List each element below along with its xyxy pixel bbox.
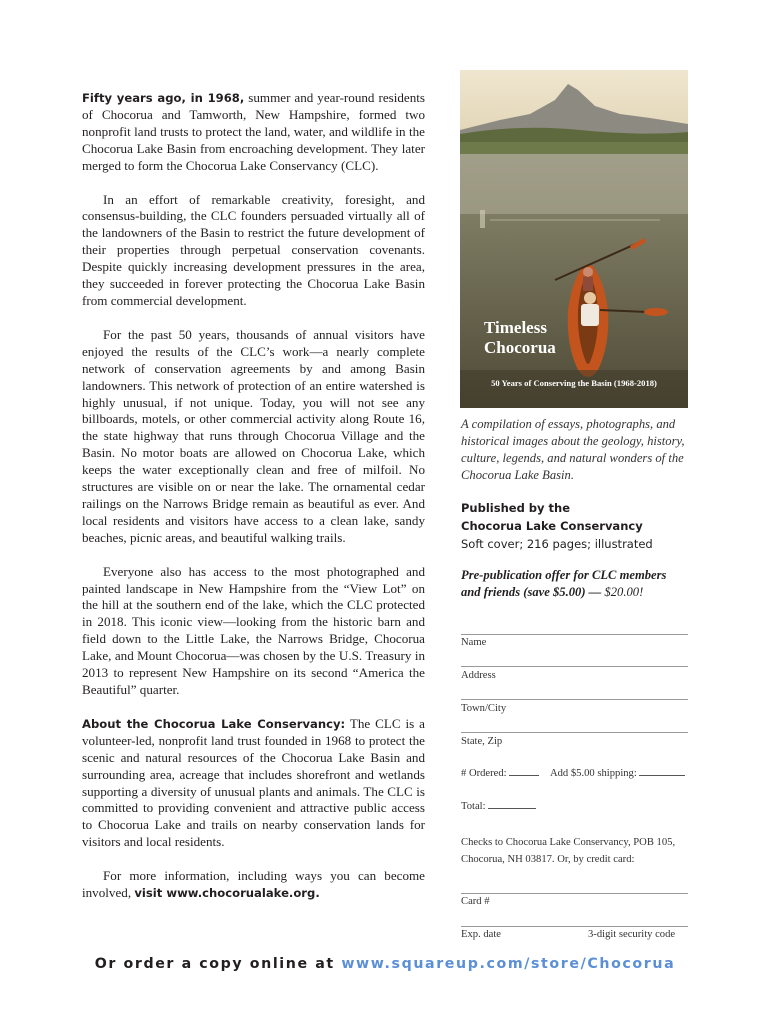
paragraph-view-lot: Everyone also has access to the most photographed and painted landscape in New Hampshire from the “View Lot” on the hill at the southern end of the lake, which the CLC protected in 2018. This iconic view—looking from the historic barn and field down to the Little Lake, the Narrows Bridge, Chocorua Lake, and Mount Chocorua—was chosen by the U.S. Treasury in 2013 to represent New Hampshire on its second “America the Beautiful” quarter. xyxy=(82,563,425,697)
state-field-line[interactable] xyxy=(461,732,688,733)
name-field-line[interactable] xyxy=(461,634,688,635)
ordered-label: # Ordered: xyxy=(461,768,507,779)
publisher-name: Chocorua Lake Conservancy xyxy=(461,519,643,533)
article-column xyxy=(82,90,425,919)
intro-lead: Fifty years ago, in 1968, xyxy=(82,91,245,105)
total-row xyxy=(461,801,688,812)
shipping-label: Add $5.00 shipping: xyxy=(549,768,637,779)
state-label: State, Zip xyxy=(461,736,503,747)
about-lead: About the Chocorua Lake Conservancy: xyxy=(82,716,346,731)
shipping-field[interactable] xyxy=(639,775,685,776)
address-field-line[interactable] xyxy=(461,666,688,667)
offer-price: $20.00! xyxy=(601,585,644,599)
publisher-info xyxy=(461,499,689,553)
prepublication-offer xyxy=(461,567,689,601)
book-cover xyxy=(460,70,688,408)
footer-prefix: Or order a copy online at xyxy=(94,956,335,972)
card-label: Card # xyxy=(461,896,490,907)
total-field[interactable] xyxy=(488,808,536,809)
book-caption: A compilation of essays, photographs, and historical images about the geology, history, culture, legends, and natural wonders of the Chocorua Lake Basin. xyxy=(461,417,685,482)
book-details: Soft cover; 216 pages; illustrated xyxy=(461,537,653,551)
checks-note: Checks to Chocorua Lake Conservancy, POB 105, Chocorua, NH 03817. Or, by credit card: xyxy=(461,837,676,865)
town-field-line[interactable] xyxy=(461,699,688,700)
about-paragraph xyxy=(82,716,425,851)
website-link[interactable]: visit www.chocorualake.org. xyxy=(134,886,320,901)
about-text: The CLC is a volunteer-led, nonprofit land trust founded in 1968 to protect the scenic and natural resources of the Chocorua Lake Basin and surrounding area, acreage that includes shorefront and wetlands supporting a diversity of unusual plants and animals. The CLC is committed to providing convenient and attractive public access to Chocorua Lake and trails on nearby conservation lands for visitors and local residents. xyxy=(82,715,425,850)
store-link[interactable]: www.squareup.com/store/Chocorua xyxy=(341,956,676,972)
cover-title: Timeless Chocorua xyxy=(484,318,556,357)
town-label: Town/City xyxy=(461,703,507,714)
exp-field-line[interactable] xyxy=(461,926,688,927)
name-label: Name xyxy=(461,637,487,648)
order-online-footer xyxy=(0,956,770,972)
more-info-paragraph xyxy=(82,868,425,902)
intro-text: summer and year-round residents of Chocorua and Tamworth, New Hampshire, formed two nonprofit land trusts to protect the land, water, and wildlife in the Chocorua Lake Basin from encroaching development. They later merged to form the Chocorua Lake Conservancy (CLC). xyxy=(82,90,425,173)
card-field-line[interactable] xyxy=(461,893,688,894)
paragraph-visitors: For the past 50 years, thousands of annual visitors have enjoyed the results of the CLC’s work—a nearly complete network of conservation agreements by and among Basin landowners. This network of protection of an entire watershed is highly unusual, if not unique. Today, you will not see any billboards, motels, or other commercial activity along Route 16, the state highway that runs through Chocorua Village and the Basin. No motor boats are allowed on Chocorua Lake, which keeps the water exceptionally clean and free of milfoil. No structures are visible on or near the lake. The ornamental cedar railings on the Narrows Bridge remain as beautiful as ever. And local residents and visitors have access to a clean lake, sandy beaches, picnic areas, and beautiful walking trails. xyxy=(82,326,425,545)
security-code-label: 3-digit security code xyxy=(588,929,676,940)
total-label: Total: xyxy=(461,801,486,812)
order-quantity-row xyxy=(461,768,688,779)
exp-date-label: Exp. date xyxy=(461,929,502,940)
ordered-field[interactable] xyxy=(509,775,539,776)
intro-paragraph xyxy=(82,90,425,175)
offer-text: Pre-publication offer for CLC members and friends (save $5.00) — xyxy=(461,568,667,599)
paragraph-covenants: In an effort of remarkable creativity, foresight, and consensus-building, the CLC founders persuaded virtually all of the landowners of the Basin to restrict the future development of their properties through perpetual conservation covenants. Despite quickly increasing development pressures in the area, they succeeded in forever protecting the Chocorua Lake Basin from commercial development. xyxy=(82,191,425,308)
published-by-label: Published by the xyxy=(461,501,571,515)
more-info-text: For more information, including ways you can become involved, xyxy=(82,868,425,901)
cover-subtitle: 50 Years of Conserving the Basin (1968-2018) xyxy=(491,378,657,388)
address-label: Address xyxy=(461,670,496,681)
